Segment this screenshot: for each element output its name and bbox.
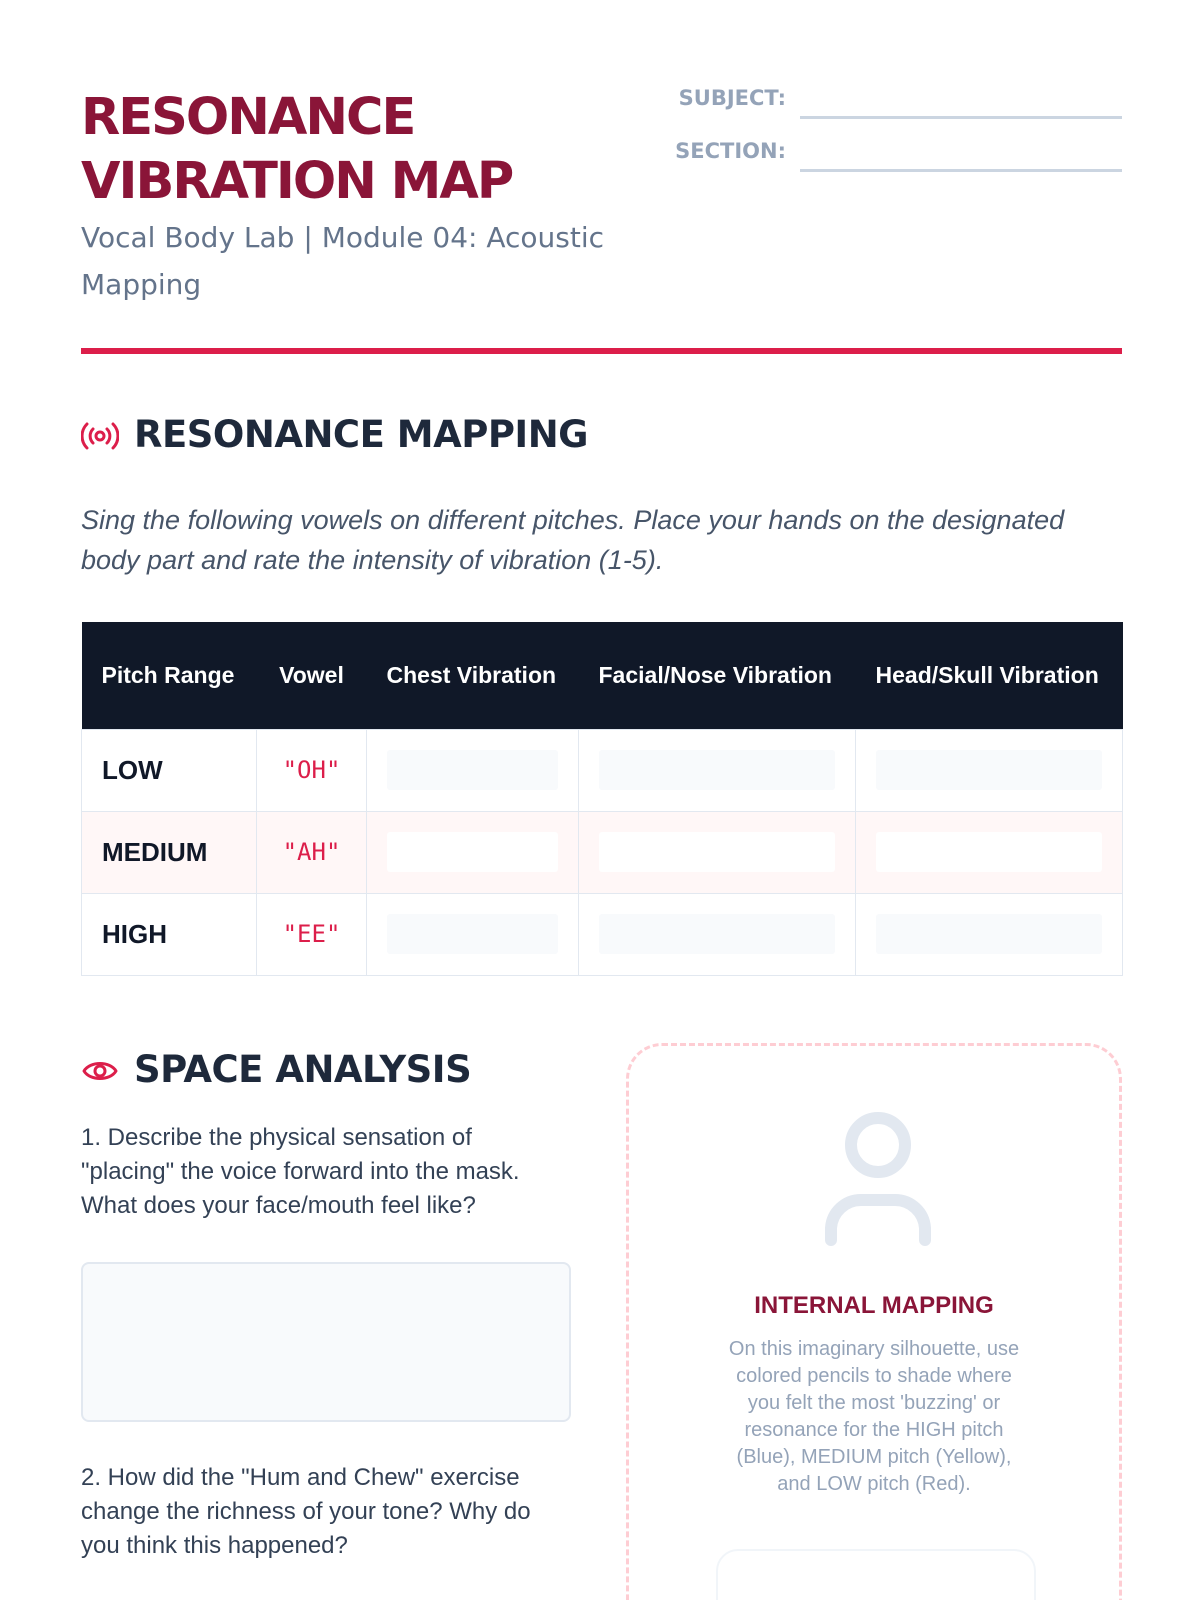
page-title <box>81 86 641 214</box>
worksheet <box>81 0 1122 1600</box>
head-rating-cell <box>856 893 1123 975</box>
resonance-instructions: Sing the following vowels on different pitches. Place your hands on the designated body part and rate the intensity of vibration (1-5). <box>81 505 1065 575</box>
space-heading <box>81 1046 701 1096</box>
rating-input[interactable] <box>599 914 835 954</box>
subject-field[interactable] <box>671 86 1122 126</box>
resonance-title: RESONANCE MAPPING <box>134 413 589 456</box>
table-row <box>82 893 1123 975</box>
head-rating-cell <box>856 729 1123 811</box>
column-header: Pitch Range <box>82 622 257 729</box>
vowel-cell: "AH" <box>257 811 367 893</box>
column-header: Vowel <box>257 622 367 729</box>
rating-input[interactable] <box>876 750 1102 790</box>
chest-rating-cell <box>367 729 579 811</box>
mapping-instructions: On this imaginary silhouette, use colored pencils to shade where you felt the most 'buzzing' or resonance for the HIGH pitch (Blue), MEDIUM pitch (Yellow), and LOW pitch (Red). <box>728 1338 1020 1495</box>
head-rating-cell <box>856 811 1123 893</box>
rating-input[interactable] <box>876 832 1102 872</box>
facial-rating-cell <box>579 729 856 811</box>
rating-input[interactable] <box>599 750 835 790</box>
section-label: SECTION: <box>675 139 786 163</box>
page-subtitle: Vocal Body Lab | Module 04: Acoustic Mapping <box>81 221 605 301</box>
internal-mapping-card <box>626 1043 1122 1600</box>
subject-line[interactable] <box>800 116 1122 119</box>
column-header: Chest Vibration <box>367 622 579 729</box>
vibration-table <box>81 622 1123 976</box>
vowel-cell: "OH" <box>257 729 367 811</box>
space-title: SPACE ANALYSIS <box>134 1048 472 1091</box>
table-row <box>82 729 1123 811</box>
vowel-cell: "EE" <box>257 893 367 975</box>
title-line-2: VIBRATION MAP <box>81 152 513 211</box>
eye-icon <box>81 1054 119 1088</box>
rating-input[interactable] <box>876 914 1102 954</box>
pitch-cell: MEDIUM <box>82 811 257 893</box>
answer-1-input[interactable] <box>81 1262 571 1422</box>
pitch-cell: HIGH <box>82 893 257 975</box>
person-silhouette-icon <box>823 1112 933 1248</box>
table-row <box>82 811 1123 893</box>
facial-rating-cell <box>579 893 856 975</box>
broadcast-icon <box>81 419 119 453</box>
pitch-cell: LOW <box>82 729 257 811</box>
question-1: 1. Describe the physical sensation of "placing" the voice forward into the mask. What does your face/mouth feel like? <box>81 1124 520 1219</box>
column-header: Facial/Nose Vibration <box>579 622 856 729</box>
resonance-heading <box>81 411 701 461</box>
shading-area[interactable] <box>716 1549 1036 1600</box>
rating-input[interactable] <box>387 750 558 790</box>
chest-rating-cell <box>367 893 579 975</box>
section-line[interactable] <box>800 169 1122 172</box>
title-line-1: RESONANCE <box>81 88 415 147</box>
header-divider <box>81 348 1122 354</box>
table-header-row <box>82 622 1123 729</box>
chest-rating-cell <box>367 811 579 893</box>
subject-label: SUBJECT: <box>678 86 786 110</box>
facial-rating-cell <box>579 811 856 893</box>
column-header: Head/Skull Vibration <box>856 622 1123 729</box>
question-2: 2. How did the "Hum and Chew" exercise change the richness of your tone? Why do you think this happened? <box>81 1464 531 1559</box>
mapping-title: INTERNAL MAPPING <box>754 1292 994 1319</box>
rating-input[interactable] <box>387 832 558 872</box>
rating-input[interactable] <box>599 832 835 872</box>
rating-input[interactable] <box>387 914 558 954</box>
section-field[interactable] <box>671 139 1122 179</box>
